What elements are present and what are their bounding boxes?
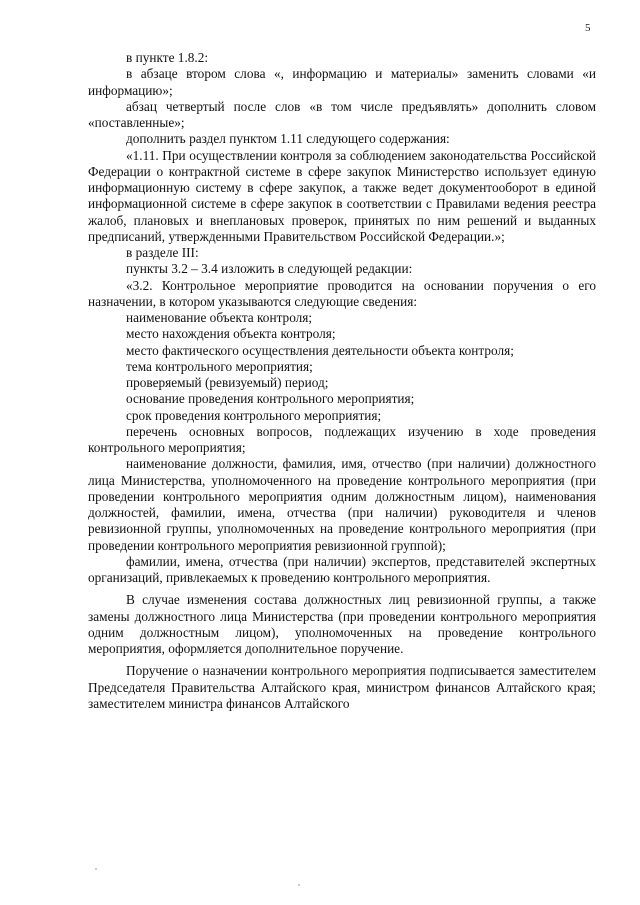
paragraph-14: основание проведения контрольного мероприятия; <box>126 391 415 407</box>
paragraph-17: наименование должности, фамилия, имя, отчество (при наличии) должностного лица Министерства, уполномоченного на проведение контрольного мероприятия (при проведении контрольного мероприятия одним должностным лицом), наименования должностей, фамилии, имена, отчества (при наличии) руководителя и членов ревизионной группы, уполномоченных на проведение контрольного мероприятия (при проведении контрольного мероприятия ревизионной группой); <box>88 456 596 553</box>
paragraph-18: фамилии, имена, отчества (при наличии) экспертов, представителей экспертных организаций, привлекаемых к проведению контрольного мероприятия. <box>88 553 596 585</box>
paragraph-9: наименование объекта контроля; <box>126 310 313 325</box>
paragraph-15: срок проведения контрольного мероприятия; <box>126 407 382 423</box>
paragraph-20: Поручение о назначении контрольного мероприятия подписывается заместителем Председателя Правительства Алтайского края, министром финансов Алтайского края; заместителем министра финансов Алтайского <box>88 663 596 711</box>
scan-speck <box>298 884 300 886</box>
paragraph-7: пункты 3.2 – 3.4 изложить в следующей редакции: <box>126 261 413 277</box>
paragraph-2: в абзаце втором слова «, информацию и материалы» заменить словами «и информацию»; <box>88 66 596 98</box>
paragraph-13: проверяемый (ревизуемый) период; <box>126 375 329 390</box>
paragraph-1: в пункте 1.8.2: <box>126 50 209 65</box>
paragraph-12: тема контрольного мероприятия; <box>126 358 313 374</box>
paragraph-3: абзац четвертый после слов «в том числе предъявлять» дополнить словом «поставленные»; <box>88 98 596 130</box>
paragraph-4: дополнить раздел пунктом 1.11 следующего содержания: <box>126 131 450 147</box>
page-number: 5 <box>585 22 591 34</box>
paragraph-11: место фактического осуществления деятельности объекта контроля; <box>126 342 514 358</box>
paragraph-5: «1.11. При осуществлении контроля за соблюдением законодательства Российской Федерации о контрактной системе в сфере закупок Министерство использует единую информационную систему в сфере закупок, а также ведет документооборот в единой информационной системе в сфере закупок в соответствии с Правилами ведения реестра жалоб, плановых и внеплановых проверок, принятых по ним решений и выданных предписаний, утвержденными Правительством Российской Федерации.»; <box>88 147 596 244</box>
paragraph-10: место нахождения объекта контроля; <box>126 326 336 342</box>
document-body <box>88 50 596 712</box>
paragraph-19: В случае изменения состава должностных лиц ревизионной группы, а также замены должностного лица Министерства (при проведении контрольного мероприятия одним должностным лицом), уполномоченных на проведение контрольного мероприятия, оформляется дополнительное поручение. <box>88 592 596 656</box>
paragraph-6: в разделе III: <box>126 245 199 260</box>
scan-speck <box>95 868 97 870</box>
paragraph-16: перечень основных вопросов, подлежащих изучению в ходе проведения контрольного мероприятия; <box>88 423 596 455</box>
paragraph-8: «3.2. Контрольное мероприятие проводится на основании поручения о его назначении, в котором указываются следующие сведения: <box>88 277 596 309</box>
